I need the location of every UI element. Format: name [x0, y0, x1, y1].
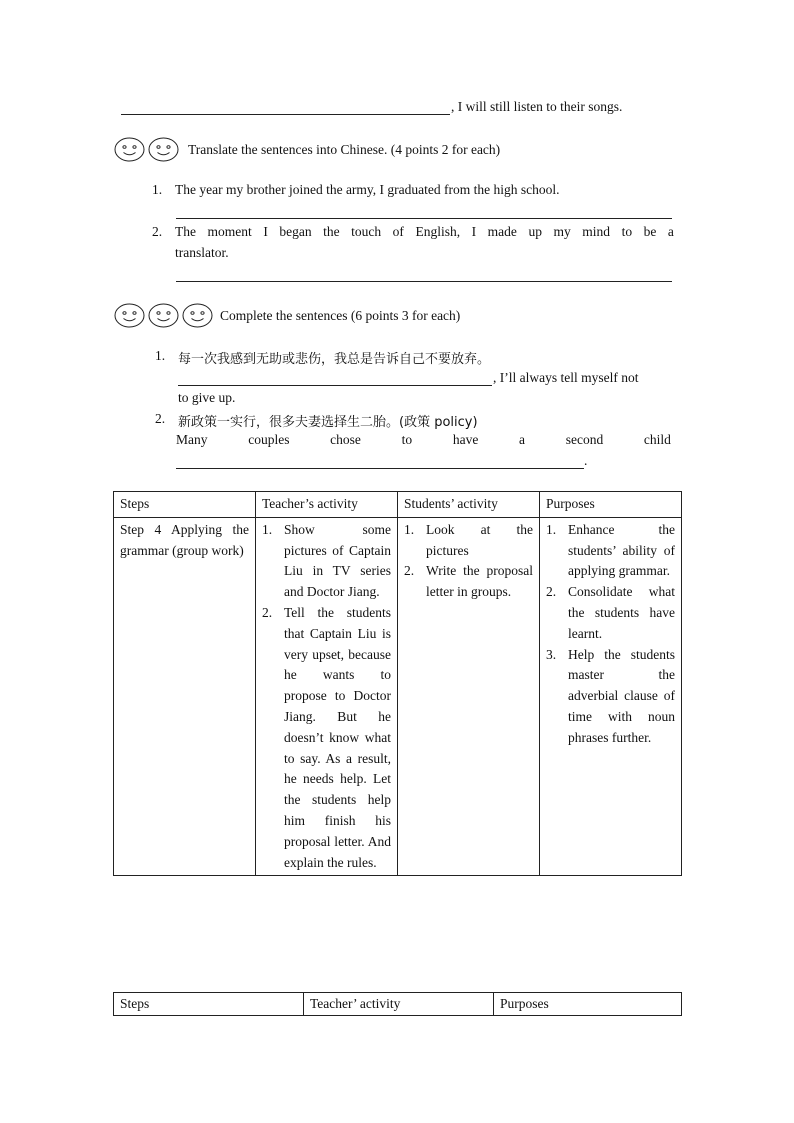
- teacher-activity-item: [262, 520, 391, 603]
- word: couples: [248, 432, 290, 447]
- students-activity-item-number: 1.: [404, 521, 415, 537]
- word: made: [487, 224, 517, 239]
- teacher-activity-item: [262, 603, 391, 873]
- word: child: [643, 432, 671, 447]
- purpose-item-number: 3.: [546, 646, 557, 662]
- word: my: [553, 224, 571, 239]
- purpose-item: [546, 582, 675, 644]
- header-students-activity: Students’ activity: [398, 492, 540, 518]
- translate-heading-text: Translate the sentences into Chinese. (4 points 2 for each): [188, 141, 501, 157]
- students-activity-list: [404, 520, 533, 603]
- teacher-activity-item-text: Tell the students that Captain Liu is very upset, because he wants to propose to Doctor Jiang. But he doesn’t know what to say. As a result, he needs help. Let the students help him finish his proposal letter. And explain the rules.: [284, 604, 391, 870]
- complete-answer-line-1: [178, 385, 492, 386]
- word: second: [565, 432, 604, 447]
- purpose-item-text: Consolidate what the students have learnt.: [568, 584, 675, 641]
- table-row: [114, 517, 682, 876]
- complete-section-heading: [114, 303, 460, 328]
- students-activity-item: [404, 561, 533, 603]
- step-text: Step 4 Applying the grammar (group work): [120, 521, 249, 558]
- purpose-item-text: Enhance the students’ ability of applying grammar.: [568, 521, 675, 579]
- word: the: [323, 224, 340, 239]
- translate-item-2-number: 2.: [152, 224, 163, 239]
- smiley-face-icon: [148, 303, 179, 328]
- translate-item-1-text: The year my brother joined the army, I graduated from the high school.: [175, 182, 560, 197]
- header-steps: Steps: [114, 492, 256, 518]
- word: The: [175, 224, 196, 239]
- translate-item-1-number: 1.: [152, 182, 163, 197]
- footer-header-steps: Steps: [114, 993, 304, 1016]
- students-activity-item-text: Look at the pictures: [426, 521, 533, 558]
- table-header-row: [114, 993, 682, 1016]
- intro-sentence-end: , I will still listen to their songs.: [451, 99, 623, 114]
- next-step-header-table: [113, 992, 682, 1016]
- word: a: [667, 224, 674, 239]
- word: I: [471, 224, 477, 239]
- purpose-item-text: Help the students master the adverbial clause of time with noun phrases further.: [568, 646, 675, 745]
- answer-blank-line: [121, 114, 450, 115]
- complete-item-2-english: [176, 432, 671, 448]
- students-activity-cell: [398, 517, 540, 876]
- smiley-face-icon: [148, 137, 179, 162]
- teacher-activity-item-text: Show some pictures of Captain Liu in TV series and Doctor Jiang.: [284, 521, 391, 600]
- word: Many: [176, 432, 208, 447]
- purpose-item-number: 2.: [546, 584, 557, 600]
- word: of: [392, 224, 404, 239]
- students-activity-item: [404, 520, 533, 562]
- translate-section-heading: [114, 137, 500, 162]
- word: to: [621, 224, 633, 239]
- word: I: [263, 224, 268, 239]
- lesson-plan-table: [113, 491, 682, 876]
- complete-item-1-chinese: 每一次我感到无助或悲伤，我总是告诉自己不要放弃。: [178, 352, 491, 367]
- smiley-group: [114, 307, 216, 322]
- word: moment: [207, 224, 252, 239]
- complete-item-1-number: 1.: [155, 348, 166, 363]
- complete-item-1-english-line-2: to give up.: [178, 390, 236, 405]
- word: mind: [582, 224, 611, 239]
- teacher-activity-item-number: 1.: [262, 521, 273, 537]
- step-cell: [114, 517, 256, 876]
- complete-heading-text: Complete the sentences (6 points 3 for each): [220, 307, 461, 323]
- word: up: [528, 224, 542, 239]
- teacher-activity-item-number: 2.: [262, 604, 273, 620]
- purpose-item: [546, 645, 675, 749]
- purposes-cell: [540, 517, 682, 876]
- purpose-item: [546, 520, 675, 582]
- purposes-list: [546, 520, 675, 749]
- footer-header-teacher-activity: Teacher’ activity: [304, 993, 494, 1016]
- translate-answer-line-1: [176, 218, 672, 219]
- complete-item-2-number: 2.: [155, 411, 166, 426]
- purpose-item-number: 1.: [546, 521, 557, 537]
- smiley-face-icon: [114, 303, 145, 328]
- word: chose: [330, 432, 361, 447]
- word: began: [279, 224, 312, 239]
- complete-item-1-english: , I’ll always tell myself not: [493, 370, 639, 385]
- word: to: [401, 432, 413, 447]
- footer-header-purposes: Purposes: [494, 993, 682, 1016]
- complete-answer-line-2: [176, 468, 584, 469]
- header-teacher-activity: Teacher’s activity: [256, 492, 398, 518]
- students-activity-item-text: Write the proposal letter in groups.: [426, 563, 533, 600]
- header-purposes: Purposes: [540, 492, 682, 518]
- word: English,: [415, 224, 461, 239]
- smiley-face-icon: [182, 303, 213, 328]
- smiley-group: [114, 141, 182, 156]
- students-activity-item-number: 2.: [404, 563, 415, 579]
- word: touch: [351, 224, 382, 239]
- word: be: [643, 224, 657, 239]
- teacher-activity-cell: [256, 517, 398, 876]
- word: a: [519, 432, 526, 447]
- complete-item-2-chinese: 新政策一实行，很多夫妻选择生二胎。(政策 policy): [178, 415, 478, 430]
- translate-item-2-line-1: [175, 224, 674, 240]
- teacher-activity-list: [262, 520, 391, 874]
- table-header-row: [114, 492, 682, 518]
- word: have: [452, 432, 479, 447]
- translate-answer-line-2: [176, 281, 672, 282]
- smiley-face-icon: [114, 137, 145, 162]
- complete-item-2-end-mark: .: [584, 453, 588, 468]
- translate-item-2-line-2: translator.: [175, 245, 229, 260]
